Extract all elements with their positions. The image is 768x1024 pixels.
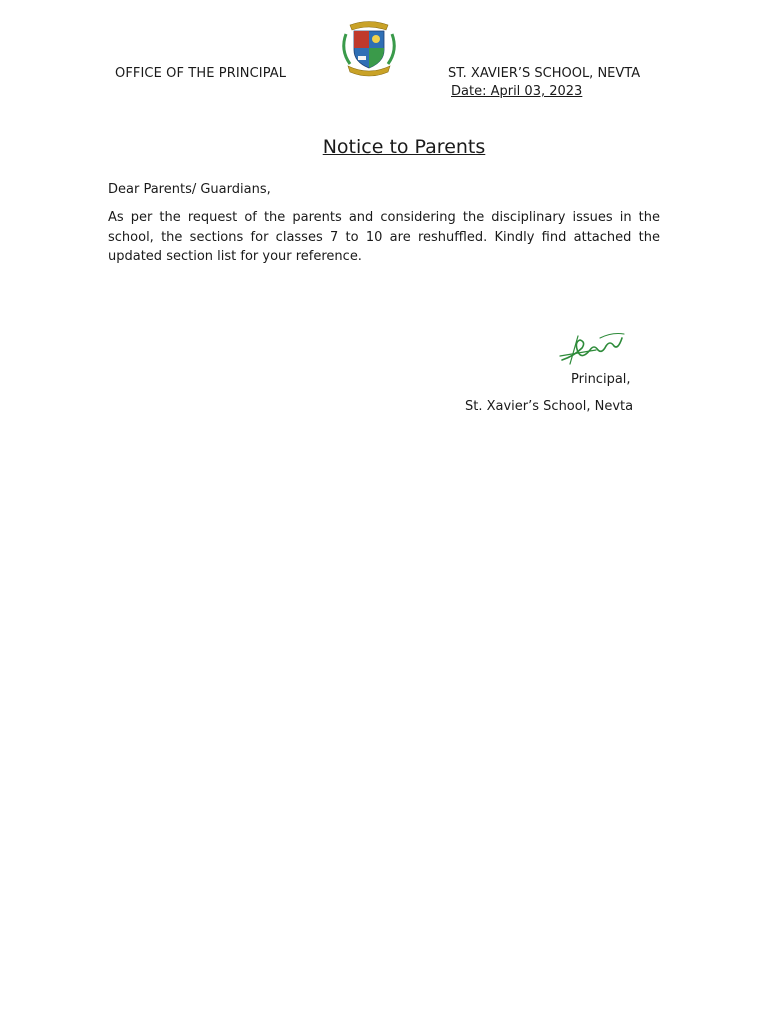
signatory-school: St. Xavier’s School, Nevta: [465, 399, 634, 414]
handwritten-signature-icon: [556, 326, 628, 366]
greeting: Dear Parents/ Guardians,: [108, 182, 271, 197]
signatory-role: Principal,: [571, 372, 631, 387]
school-crest-icon: [336, 16, 402, 78]
notice-body: As per the request of the parents and considering the disciplinary issues in the school, the sections for classes 7 to 10 are reshuffled. Kindly find attached the updated section list for your reference.: [108, 210, 660, 264]
school-name: ST. XAVIER’S SCHOOL, NEVTA: [448, 66, 641, 81]
office-label: OFFICE OF THE PRINCIPAL: [115, 66, 287, 81]
notice-date: Date: April 03, 2023: [451, 84, 583, 99]
notice-title: Notice to Parents: [322, 136, 486, 158]
